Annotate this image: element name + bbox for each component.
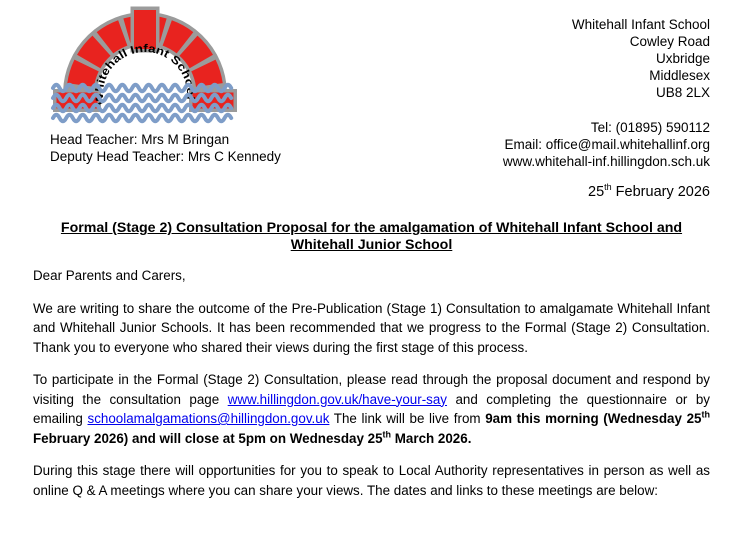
salutation: Dear Parents and Carers, — [33, 268, 186, 283]
letter-title: Formal (Stage 2) Consultation Proposal for the amalgamation of Whitehall Infant School and Whitehall Junior School — [60, 220, 683, 253]
school-address — [572, 16, 710, 101]
paragraph-consultation-outcome: We are writing to share the outcome of the Pre-Publication (Stage 1) Consultation to amalgamate Whitehall Infant and Whitehall Junior Schools. It has been recommended that we progress to the Formal (Stage 2) Consultation. Thank you to everyone who shared their views during the first stage of this process. — [33, 300, 710, 355]
address-line: UB8 2LX — [655, 85, 710, 100]
school-logo — [50, 6, 240, 128]
have-your-say-link[interactable]: www.hillingdon.gov.uk/have-your-say — [227, 391, 448, 407]
letterhead — [0, 0, 743, 206]
deadline-bold-text: 9am this morning (Wednesday 25th February 2026) and will close at 5pm on Wednesday 25th March 2026. — [33, 409, 710, 446]
email-line: Email: office@mail.whitehallinf.org — [504, 137, 710, 152]
deputy-head-teacher-line: Deputy Head Teacher: Mrs C Kennedy — [50, 149, 281, 164]
head-teacher-line: Head Teacher: Mrs M Bringan — [50, 132, 230, 147]
paragraph-meetings-info: During this stage there will opportunities for you to speak to Local Authority representatives in person as well as online Q & A meetings where you can share your views. The dates and links to these meetings are below: — [33, 463, 710, 498]
address-line: Cowley Road — [629, 34, 710, 49]
logo-arch-text: Whitehall Infant School — [93, 42, 197, 107]
website-line: www.whitehall-inf.hillingdon.sch.uk — [502, 154, 710, 169]
paragraph-how-to-participate: To participate in the Formal (Stage 2) Consultation, please read through the proposal document and respond by visiting the consultation page www.hillingdon.gov.uk/have-your-say and completing the questionnaire or by emailing schoolamalgamations@hillingdon.gov.uk The link will be live from 9am this morning (Wednesday 25th February 2026) and will close at 5pm on Wednesday 25th March 2026. — [33, 372, 710, 446]
address-line: Middlesex — [649, 68, 710, 83]
school-amalgamations-email-link[interactable]: schoolamalgamations@hillingdon.gov.uk — [87, 411, 330, 426]
address-line: Whitehall Infant School — [571, 17, 710, 32]
address-line: Uxbridge — [655, 51, 710, 66]
letter-body — [33, 266, 710, 500]
date-ordinal: th — [604, 182, 612, 193]
teachers-block — [50, 131, 281, 165]
letter-date: 25th February 2026 — [588, 182, 710, 200]
contact-block — [503, 119, 710, 170]
tel-line: Tel: (01895) 590112 — [590, 120, 710, 135]
